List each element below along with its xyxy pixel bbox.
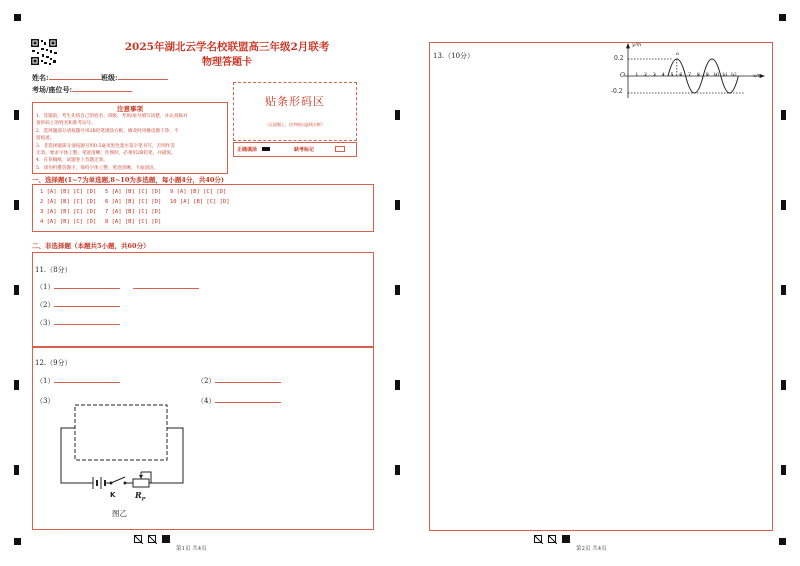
graph-xtick: 4 [661,72,665,78]
timing-mark [781,110,786,120]
choice-question-row[interactable]: 7 [A] [B] [C] [D] [105,209,162,215]
notice-line: 无效。要求字体工整、笔迹清晰，作图时，必须用2B铅笔，并描浓。 [36,151,176,157]
timing-mark [14,380,19,390]
section2-title: 二、非选择题（本题共5小题，共60分） [32,242,150,250]
class-label: 班级: [101,73,118,82]
graph-xtick: 6 [679,72,683,78]
page1-footer: 第1页 共4页 [176,546,207,552]
q13-title: 13.（10分） [433,52,475,60]
timing-mark [14,285,19,295]
section1-title: 一、选择题(1~7为单选题,8~10为多选题，每小题4分，共40分) [32,176,224,184]
notice-line: 条形码上的姓名和准考证号。 [36,121,96,127]
notice-line: 1．答题前，考生先将自己的姓名、班级、考场/座号填写清楚，并认真核对 [36,114,188,119]
notice-lines [33,113,227,172]
q13-box [429,42,773,531]
graph-ytick-neg: -0.2 [611,88,623,95]
barcode-note: （正面朝上，切勿贴出虚线方框） [265,122,325,127]
timing-mark [395,380,400,390]
notice-line: 2．选择题部分请按题号用2B铅笔填涂方框，修改时用橡皮擦干净，不 [36,128,179,134]
graph-xtick: 11 [721,72,728,78]
q12-part1-label: （1） [36,377,55,385]
graph-xtick: 8 [696,72,700,78]
graph-xtick: 1 [635,72,639,78]
graph-xtick: 3 [652,72,656,78]
notice-line: 5．请勿折叠答题卡，保持字体工整、笔迹清晰、卡面清洁。 [36,165,159,171]
choice-question-row[interactable]: 6 [A] [B] [C] [D] [105,199,162,205]
choice-question-row[interactable]: 8 [A] [B] [C] [D] [105,219,162,225]
choice-question-row[interactable]: 2 [A] [B] [C] [D] [40,199,97,205]
graph-point-a: a [676,51,679,57]
wave-graph [610,42,770,100]
page-mark-box [548,535,556,543]
q12-part4[interactable] [197,396,281,406]
q11-part1-label: （1） [36,283,55,291]
graph-xtick: 2 [644,72,648,78]
timing-mark [14,465,19,475]
exam-subtitle: 物理答题卡 [202,57,252,68]
corner-mark-tr [779,14,786,21]
choice-question-row[interactable]: 1 [A] [B] [C] [D] [40,189,97,195]
graph-ytick-pos: 0.2 [614,55,624,62]
barcode-title: 贴条形码区 [265,95,325,108]
q11-part1[interactable] [36,282,199,292]
name-label: 姓名: [32,73,49,82]
page-mark-solid [162,535,170,543]
seat-label: 考场/座位号: [32,85,73,94]
q12-part2-label: （2） [197,377,216,385]
timing-mark [14,110,19,120]
timing-mark [395,200,400,210]
fill-legend [233,142,357,157]
seat-field[interactable] [32,85,132,95]
corner-mark-br [779,538,786,545]
timing-mark [395,465,400,475]
q12-title: 12.（9分） [35,359,72,367]
q12-part2[interactable] [197,376,281,386]
graph-y-label: y/m [632,42,642,48]
circuit-diagram[interactable] [55,400,190,505]
graph-xtick: 7 [688,72,692,78]
qr-code [30,38,58,66]
notice-title: 注意事项 [117,105,143,113]
q11-part2-label: （2） [36,301,55,309]
q11-part2[interactable] [36,300,120,310]
timing-mark [395,285,400,295]
q11-title: 11.（8分） [35,266,72,274]
q12-part3-label: （3） [36,397,55,405]
q11-part3[interactable] [36,318,120,328]
corner-mark-bl [14,538,21,545]
choice-question-row[interactable]: 9 [A] [B] [C] [D] [170,189,227,195]
q11-part3-label: （3） [36,319,55,327]
barcode-area [233,82,357,141]
q12-part1[interactable] [36,376,120,386]
graph-xtick: 12 [730,72,737,78]
correct-fill-label: 正确填涂 [237,147,258,153]
notice-line: 留痕迹。 [36,136,55,142]
choice-question-row[interactable]: 4 [A] [B] [C] [D] [40,219,97,225]
switch-label: K [110,491,116,499]
page2-footer: 第2页 共4页 [576,546,607,552]
corner-mark-tl [14,14,21,21]
missing-mark-label: 缺考标记 [294,147,315,153]
class-field[interactable] [101,73,168,83]
page-mark-box [534,535,542,543]
timing-mark [781,200,786,210]
missing-mark-checkbox[interactable] [335,146,345,152]
graph-xtick: 9 [705,72,709,78]
q12-part4-label: （4） [197,397,216,405]
resistor-label [135,490,145,503]
timing-mark [781,285,786,295]
timing-mark [781,380,786,390]
notice-line: 4．在草稿纸、试题卷上答题无效。 [36,158,108,164]
notice-line: 3．非选择题部分请按题号用0.5毫米黑色墨水签字笔书写，否则作答 [36,143,175,149]
resistor-label-sub: P [141,496,146,503]
page-mark-solid [562,535,570,543]
choice-question-row[interactable]: 3 [A] [B] [C] [D] [40,209,97,215]
timing-mark [14,200,19,210]
page-mark-box [148,535,156,543]
choice-question-row[interactable]: 5 [A] [B] [C] [D] [105,189,162,195]
graph-origin: O [620,72,625,79]
notice-box [32,102,228,174]
timing-mark [395,110,400,120]
graph-xtick: 10 [712,72,720,78]
timing-mark [781,465,786,475]
exam-title: 2025年湖北云学名校联盟高三年级2月联考 [124,41,330,53]
page-mark-box [134,535,142,543]
name-field[interactable] [32,73,101,83]
graph-xtick: 5 [670,72,674,78]
resistor-label-main: R [135,490,142,500]
figure-caption: 图乙 [112,509,127,518]
choice-question-row[interactable]: 10 [A] [B] [C] [D] [170,199,230,205]
graph-x-label: x/m [753,73,763,79]
correct-fill-sample [262,147,270,151]
